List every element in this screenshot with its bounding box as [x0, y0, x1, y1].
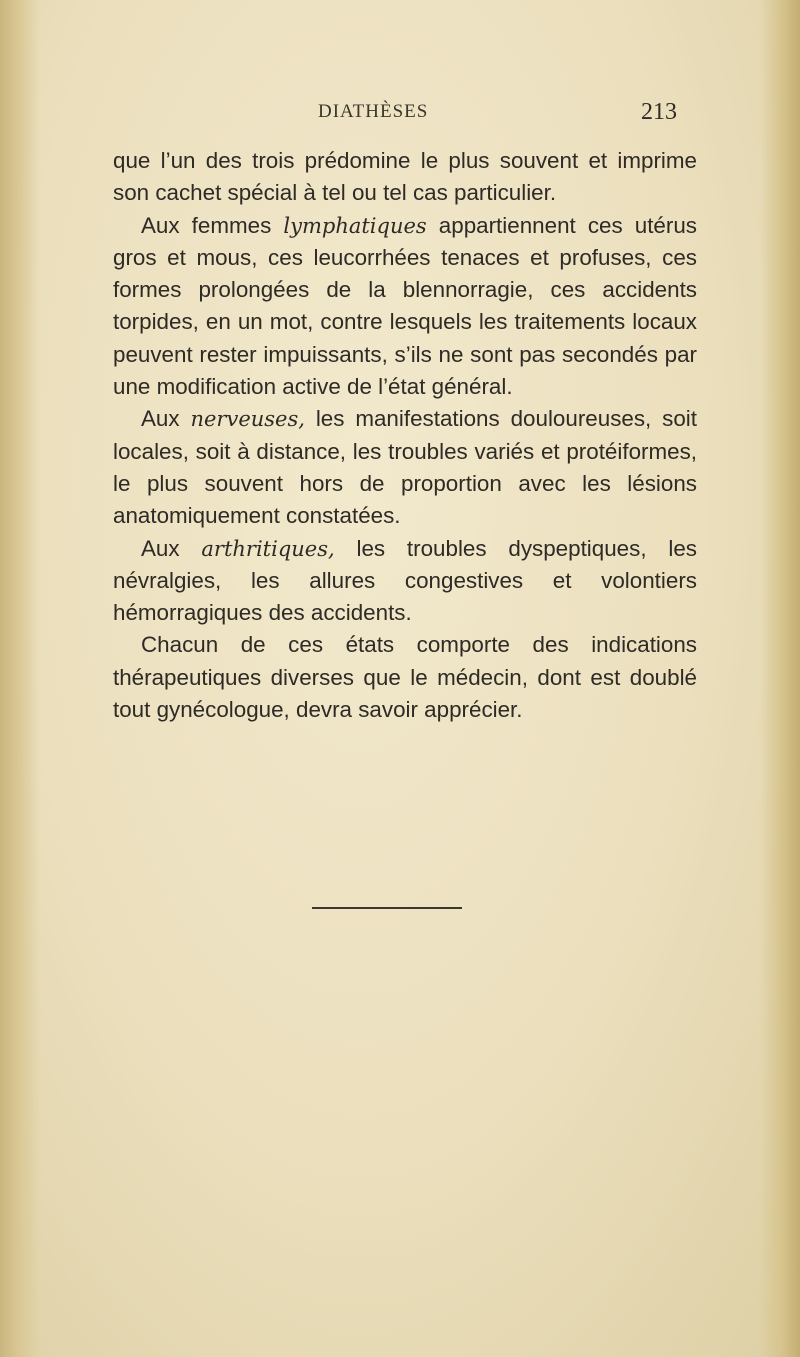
page-edge-left — [0, 0, 40, 1357]
paragraph-4-rest: les troubles dyspeptiques, les névralgies, les allures congestives et volontiers hémorragiques des accidents. — [113, 535, 697, 626]
paragraph-4-lead: Aux — [141, 535, 202, 561]
body-text — [113, 145, 697, 726]
paragraph-3-rest: les manifestations douloureuses, soit locales, soit à distance, les troubles variés et protéiformes, le plus souvent hors de proportion avec les lésions anatomiquement constatées. — [113, 406, 697, 529]
paragraph-3 — [113, 403, 697, 532]
paragraph-2-rest: appartiennent ces utérus gros et mous, ces leucorrhées tenaces et profuses, ces formes prolongées de la blennorragie, ces accidents torpides, en un mot, contre lesquels les traitements locaux peuvent rester impuissants, s’ils ne sont pas secondés par une modification active de l’état général. — [113, 212, 697, 400]
running-head: DIATHÈSES — [318, 101, 429, 122]
paragraph-3-lead: Aux — [141, 406, 191, 432]
paragraph-4-term: arthritiques, — [201, 536, 335, 561]
paragraph-2-term: lymphatiques — [283, 213, 427, 238]
paragraph-5: Chacun de ces états comporte des indications thérapeutiques diverses que le médecin, dont est doublé tout gynécologue, devra savoir apprécier. — [113, 632, 697, 723]
paragraph-4 — [113, 533, 697, 630]
page-edge-right — [760, 0, 800, 1357]
paragraph-2 — [113, 210, 697, 404]
section-end-rule — [312, 907, 462, 909]
paragraph-2-lead: Aux femmes — [141, 212, 284, 238]
page-number: 213 — [641, 99, 677, 125]
paragraph-3-term: nerveuses, — [190, 407, 305, 432]
paragraph-1: que l’un des trois prédomine le plus souvent et imprime son cachet spécial à tel ou tel cas particulier. — [113, 148, 697, 206]
page-header — [0, 101, 800, 131]
